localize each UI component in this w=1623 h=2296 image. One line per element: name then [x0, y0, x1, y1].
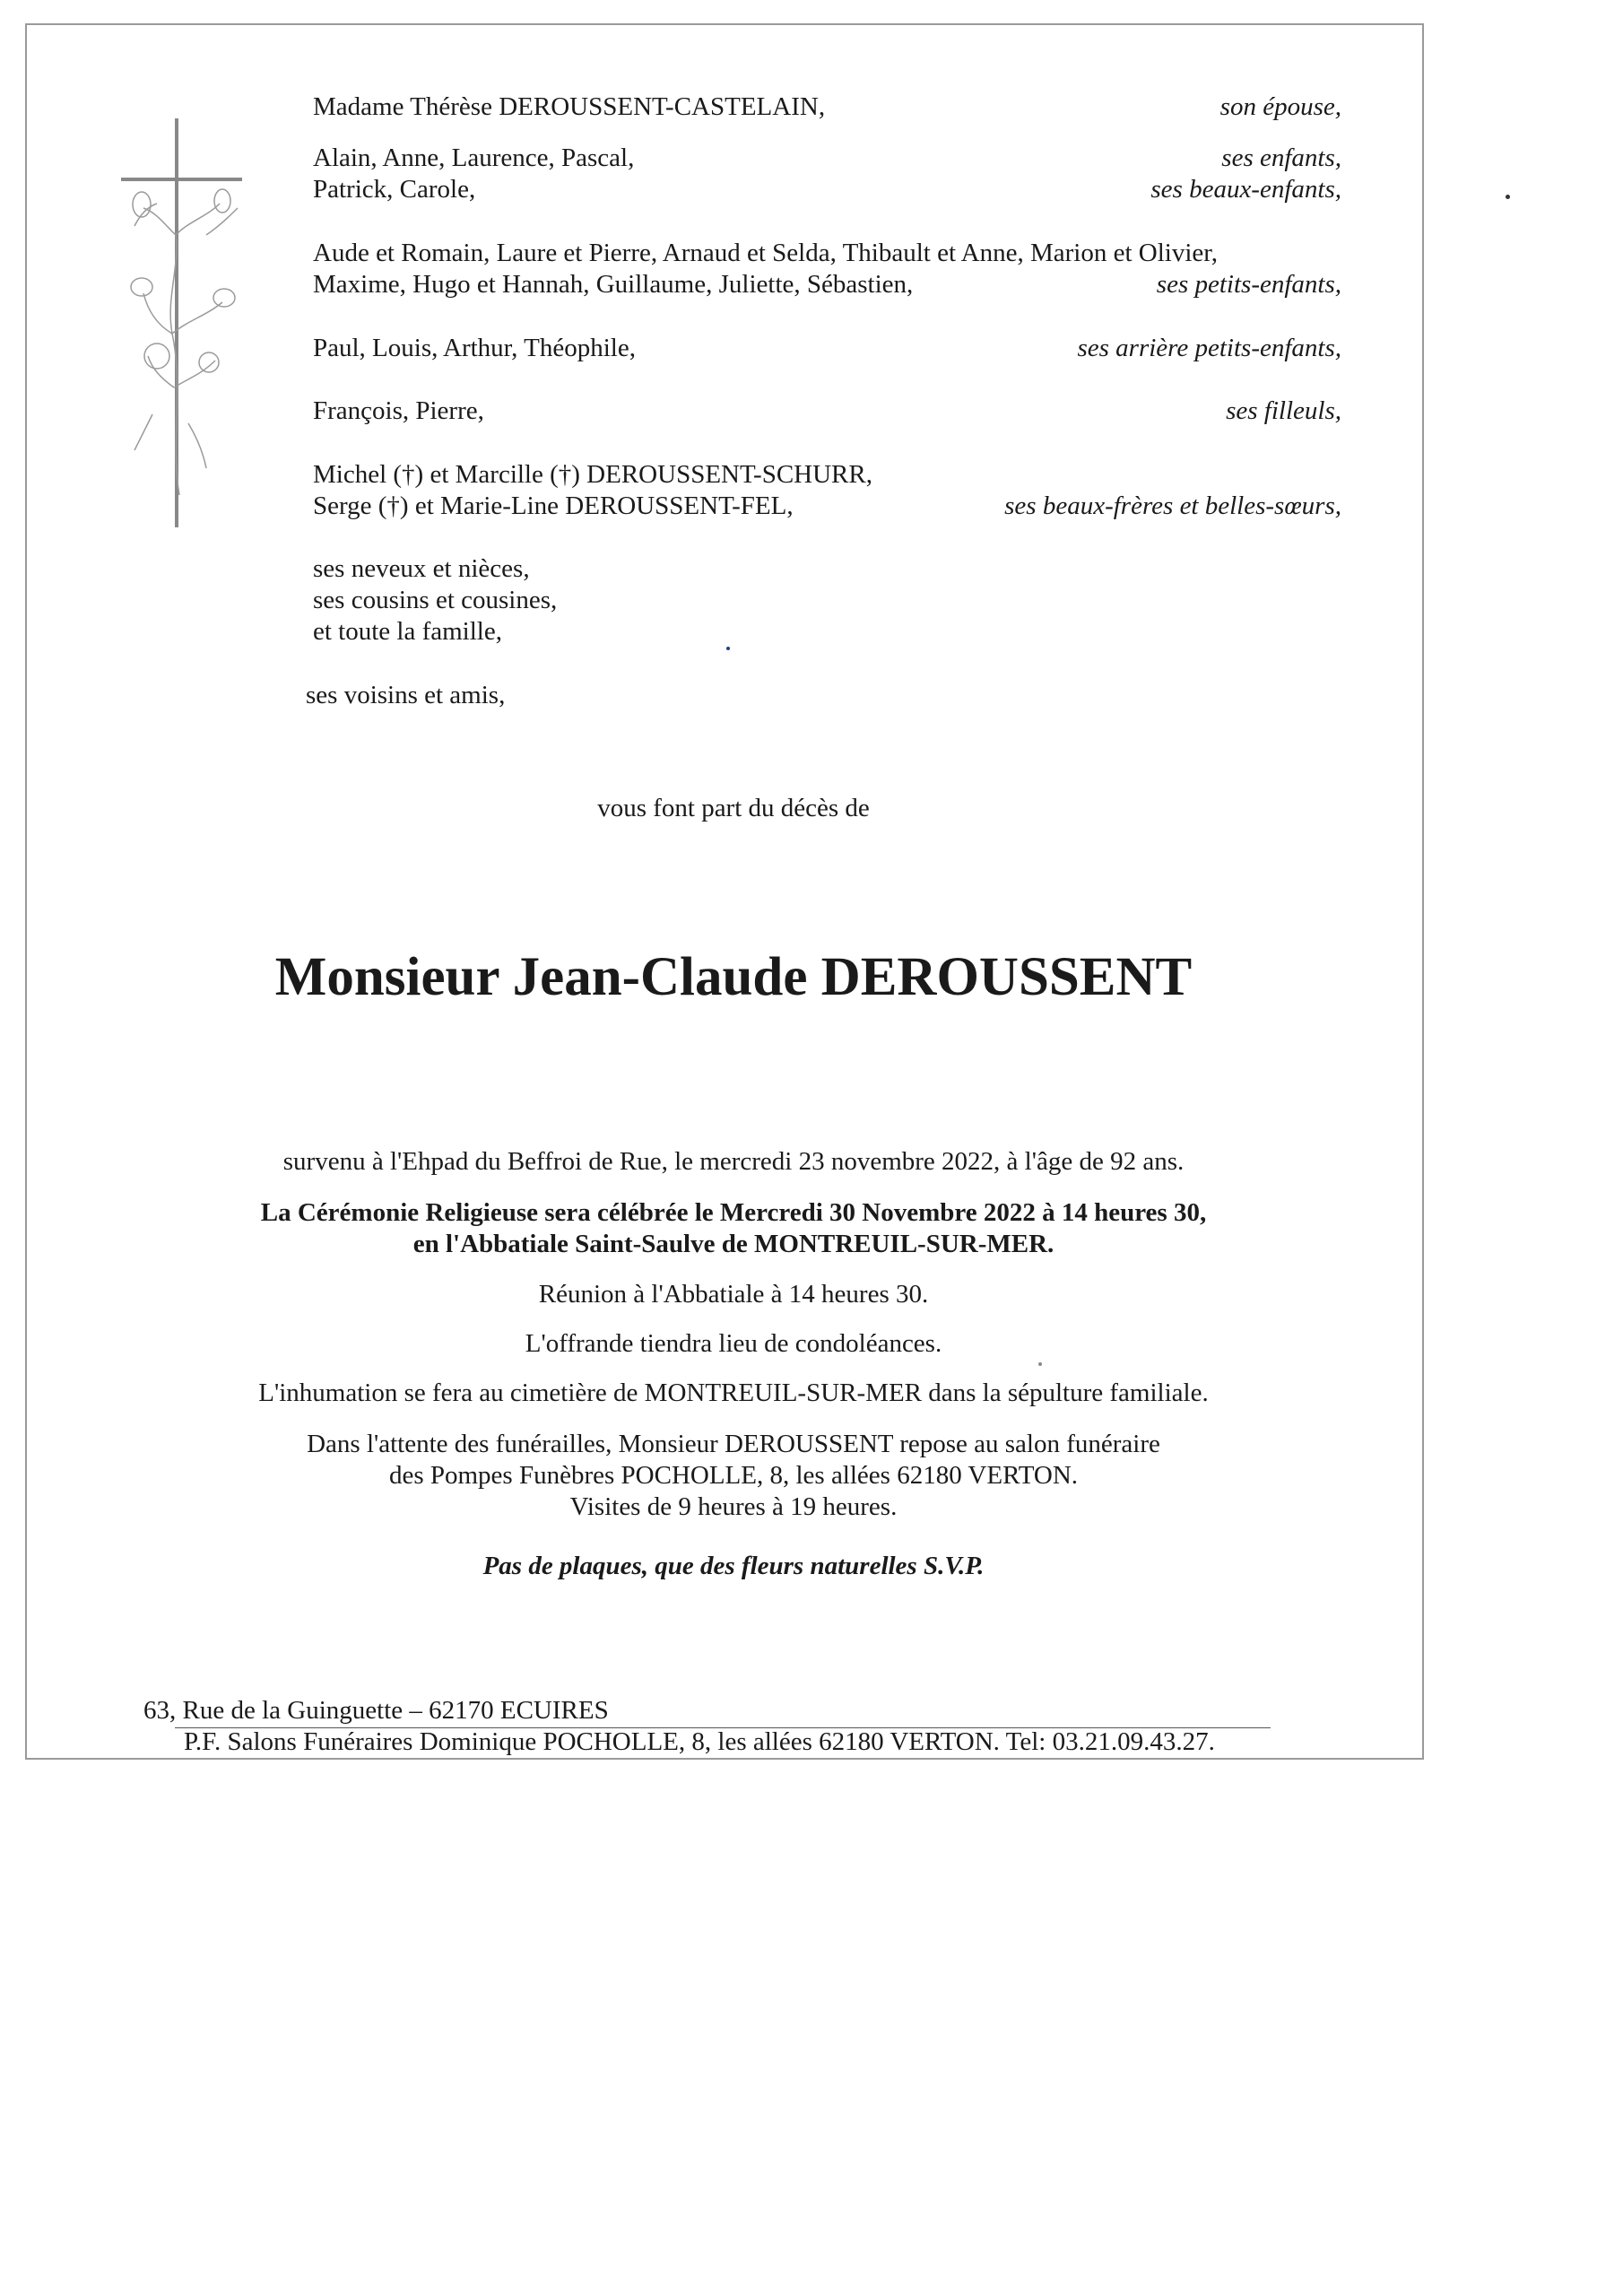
family-line: Patrick, Carole,: [313, 175, 476, 204]
ceremony-line: La Cérémonie Religieuse sera célébrée le Mercredi 30 Novembre 2022 à 14 heures 30,: [260, 1198, 1207, 1227]
family-line: Alain, Anne, Laurence, Pascal,: [313, 144, 635, 172]
family-line: Serge (†) et Marie-Line DEROUSSENT-FEL,: [313, 491, 794, 520]
family-line: Paul, Louis, Arthur, Théophile,: [313, 334, 636, 362]
scan-speck: [1038, 1362, 1042, 1366]
announcement: vous font part du décès de: [597, 794, 870, 822]
relation-label: ses beaux-frères et belles-sœurs,: [1004, 491, 1341, 520]
flowers-note: Pas de plaques, que des fleurs naturelles S.V.P.: [482, 1552, 985, 1580]
family-line: ses voisins et amis,: [306, 681, 506, 709]
relation-label: ses beaux-enfants,: [1150, 175, 1341, 204]
circumstances: survenu à l'Ehpad du Beffroi de Rue, le mercredi 23 novembre 2022, à l'âge de 92 ans.: [282, 1147, 1185, 1176]
deceased-name: Monsieur Jean-Claude DEROUSSENT: [274, 947, 1193, 1007]
rest-info: des Pompes Funèbres POCHOLLE, 8, les allées 62180 VERTON.: [388, 1461, 1079, 1490]
scan-speck: [1506, 195, 1510, 199]
relation-label: ses arrière petits-enfants,: [1077, 334, 1341, 362]
visits-info: Visites de 9 heures à 19 heures.: [569, 1492, 898, 1521]
family-line: Michel (†) et Marcille (†) DEROUSSENT-SCHURR,: [313, 460, 872, 489]
relation-label: ses petits-enfants,: [1156, 270, 1341, 299]
footer-address: 63, Rue de la Guinguette – 62170 ECUIRES: [143, 1696, 609, 1725]
family-line: ses neveux et nièces,: [313, 554, 530, 583]
relation-label: ses filleuls,: [1226, 396, 1341, 425]
scan-speck: [726, 647, 730, 650]
burial-info: L'inhumation se fera au cimetière de MONTREUIL-SUR-MER dans la sépulture familiale.: [258, 1378, 1209, 1407]
meeting-info: Réunion à l'Abbatiale à 14 heures 30.: [538, 1280, 929, 1309]
family-line: Aude et Romain, Laure et Pierre, Arnaud et Selda, Thibault et Anne, Marion et Olivier,: [313, 239, 1218, 267]
offering-info: L'offrande tiendra lieu de condoléances.: [525, 1329, 942, 1358]
rest-info: Dans l'attente des funérailles, Monsieur DEROUSSENT repose au salon funéraire: [307, 1430, 1160, 1458]
family-line: et toute la famille,: [313, 617, 502, 646]
cross-flower-icon: [117, 118, 278, 531]
family-line: Maxime, Hugo et Hannah, Guillaume, Juliette, Sébastien,: [313, 270, 914, 299]
footer-funeral-home: P.F. Salons Funéraires Dominique POCHOLLE, 8, les allées 62180 VERTON. Tel: 03.21.09.43.27.: [184, 1727, 1215, 1756]
relation-label: son épouse,: [1219, 92, 1341, 121]
relation-label: ses enfants,: [1221, 144, 1341, 172]
family-line: ses cousins et cousines,: [313, 586, 558, 614]
family-line: François, Pierre,: [313, 396, 484, 425]
family-line: Madame Thérèse DEROUSSENT-CASTELAIN,: [313, 92, 826, 121]
ceremony-line: en l'Abbatiale Saint-Saulve de MONTREUIL-SUR-MER.: [412, 1230, 1055, 1258]
